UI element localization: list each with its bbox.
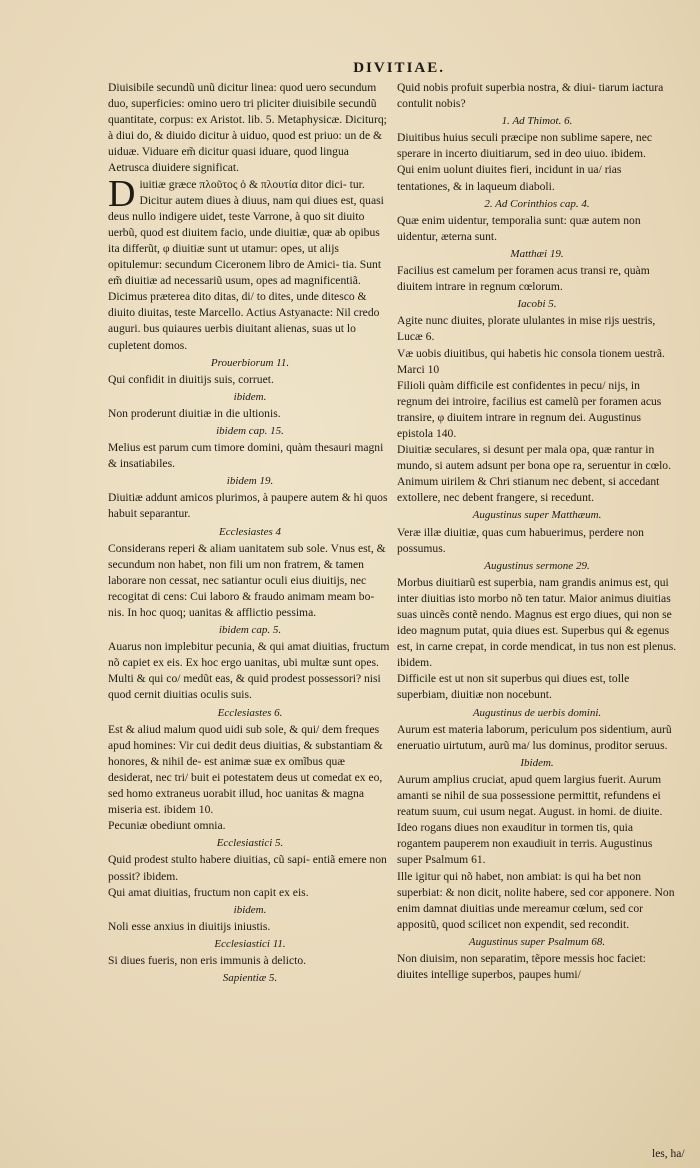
- text-paragraph: Filioli quàm difficile est confidentes in pecu/ nijs, in regnum dei introire, facilius est camelũ per foramen acus transire, φ diuitem intrare in regnum dei. Augustinus epistola 140.: [397, 378, 662, 440]
- text-paragraph: Morbus diuitiarũ est superbia, nam grandis animus est, qui inter diuitias isto morbo nõ ten tatur. Maior animus diuitias suas uincẽs contẽ nendo. Magnus est ergo diues, qui non se ideo magnum putat, quia diues est. Superbus qui & egenus est, in carne crepat, in corde mendicat, in tus non est plenus. ibidem.: [397, 575, 677, 670]
- text-paragraph: Agite nunc diuites, plorate ululantes in mise rijs uestris, Lucæ 6.: [397, 314, 656, 344]
- catchword: les, ha/: [652, 1148, 685, 1160]
- reference-line: Augustinus sermone 29.: [484, 559, 590, 572]
- left-column: [108, 80, 392, 987]
- reference-line: Ecclesiastes 4: [218, 525, 281, 538]
- reference-line: Augustinus super Psalmum 68.: [468, 935, 606, 948]
- text-paragraph: Veræ illæ diuitiæ, quas cum habuerimus, perdere non possumus.: [397, 525, 644, 555]
- reference-line: ibidem cap. 5.: [218, 624, 282, 637]
- text-paragraph: Difficile est ut non sit superbus qui diues est, tolle superbiam, diuitiæ non nocebunt.: [397, 672, 630, 702]
- text-paragraph: Non diuisim, non separatim, tẽpore messis hoc faciet: diuites intellige superbos, paupes humi/: [397, 951, 646, 982]
- text-paragraph: Qui amat diuitias, fructum non capit ex eis.: [108, 885, 309, 899]
- text-paragraph: Diuitibus huius seculi præcipe non sublime sapere, nec sperare in incerto diuitiarum, sed in deo uiuo. ibidem.: [397, 131, 653, 161]
- text-paragraph: Diuitiæ addunt amicos plurimos, à paupere autem & hi quos habuit separantur.: [108, 491, 388, 521]
- reference-line: 2. Ad Corinthios cap. 4.: [484, 197, 590, 210]
- text-paragraph: Quid prodest stulto habere diuitias, cũ sapi- entiã emere non possit? ibidem.: [108, 853, 387, 883]
- text-paragraph: Aurum est materia laborum, periculum pos sidentium, aurũ eneruatio uirtutum, aurũ ma/ lus dominus, proditor seruus.: [397, 722, 672, 752]
- reference-line: Augustinus de uerbis domini.: [472, 706, 602, 719]
- text-paragraph: Diuisibile secundũ unũ dicitur linea: quod uero secundum duo, superficies: omino uero tri pliciter diuisibile secundũ quantitate, corpus: ex Aristot. lib. 5. Metaphysicæ. Diciturq; à diui do, & diuido dicitur à uiduo, quod est priuo: un de & uiduæ. Viduare em̃ dicitur quasi iduare, quod lingua Aetrusca diuidere significat.: [108, 81, 387, 175]
- text-paragraph: Quæ enim uidentur, temporalia sunt: quæ autem non uidentur, æterna sunt.: [397, 213, 641, 243]
- reference-line: Ecclesiastici 5.: [216, 837, 284, 850]
- text-paragraph: Est & aliud malum quod uidi sub sole, & qui/ dem freques apud homines: Vir cui dedit deus diuitias, & substantiam & honores, & nihil de- est animæ suæ ex omĩbus quæ desiderat, nec tri/ buit ei potestatem deus ut comedat ex eo, sed homo extraneus uorabit illud, hoc uanitas & magna miseria est. ibidem 10.: [108, 722, 383, 817]
- text-paragraph: Diuitiæ seculares, si desunt per mala opa, quæ rantur in mundo, si autem adsunt per bona ope ra, seruentur in cœlo. Animum uirilem & Chri stianum nec debent, si accedant extollere, nec debent frangere, si recedunt.: [397, 443, 671, 505]
- reference-line: ibidem cap. 15.: [216, 424, 284, 437]
- running-head: DIVITIAE.: [353, 60, 445, 76]
- text-paragraph: Melius est parum cum timore domini, quàm thesauri magni & insatiabiles.: [108, 441, 384, 471]
- reference-line: ibidem 19.: [226, 475, 274, 488]
- reference-line: Ecclesiastes 6.: [217, 706, 283, 719]
- text-paragraph: Si diues fueris, non eris immunis à delicto.: [108, 953, 307, 967]
- reference-line: ibidem.: [233, 390, 267, 403]
- text-paragraph: Considerans reperi & aliam uanitatem sub sole. Vnus est, & secundum non habet, non fili um non fratrem, & tamen laborare non cessat, nec satiantur oculi eius diuitijs, nec recogitat di cens: Cui laboro & fraudo animam meam bo- nis. In hoc quoq; uanitas & afflictio pessima.: [108, 541, 386, 619]
- reference-line: Sapientiæ 5.: [222, 972, 278, 985]
- text-paragraph: Auarus non implebitur pecunia, & qui amat diuitias, fructum nõ capiet ex eis. Ex hoc ergo uanitas, ubi multæ sunt opes. Multi & qui co/ medũt eas, & quid prodest possessori? nisi quod cernit diuitias oculis suis.: [108, 640, 390, 702]
- text-paragraph: Non proderunt diuitiæ in die ultionis.: [108, 406, 281, 420]
- text-paragraph: Noli esse anxius in diuitijs iniustis.: [108, 919, 271, 933]
- text-paragraph: Ideo rogans diues non exauditur in tormen tis, quia rogantem pauperem non exaudiuit in terris. Augustinus super Psalmum 61.: [397, 821, 653, 867]
- reference-line: Matthæi 19.: [510, 247, 564, 260]
- reference-line: Ibidem.: [520, 756, 554, 769]
- text-paragraph: Væ uobis diuitibus, qui habetis hic consola tionem uestrã. Marci 10: [397, 346, 665, 376]
- reference-line: 1. Ad Thimot. 6.: [501, 115, 573, 128]
- reference-line: Ecclesiastici 11.: [214, 937, 286, 950]
- text-paragraph: Pecuniæ obediunt omnia.: [108, 819, 226, 833]
- reference-line: ibidem.: [233, 903, 267, 916]
- text-paragraph: Quid nobis profuit superbia nostra, & diui- tiarum iactura contulit nobis?: [397, 81, 664, 111]
- text-paragraph: Qui confidit in diuitijs suis, corruet.: [108, 372, 274, 386]
- reference-line: Prouerbiorum 11.: [210, 356, 290, 369]
- text-paragraph: Ille igitur qui nõ habet, non ambiat: is qui ha bet non superbiat: & non dicit, nolite habere, sed cor apponere. Non enim damnat diuitias unde mereamur cœlum, sed cor appositũ, quod scilicet non expendit, sed recondit.: [397, 869, 675, 931]
- right-column: [397, 80, 677, 983]
- reference-line: Augustinus super Matthæum.: [472, 509, 602, 522]
- dropcap-paragraph: Diuitiæ græce πλοῦτος ὁ & πλουτία ditor dici- tur. Dicitur autem diues à diuus, nam qui diues est, quasi deus nullo indigere uidet, teste Varrone, à quo sit diuito uerbũ, quod est diuitem facio, unde diuitiæ, quæ ab opibus ita differũt, φ diuitiæ sunt ut utamur: opes, ut alijs opitulemur: secundum Ciceronem libro de Amici- tia. Sunt em̃ diuitiæ ad necessariũ usum, opes ad magnificentiã. Dicimus præterea dito ditas, di/ to dites, unde ditesco & diuito diuitas, teste Marcello. Actius Astyanacte: Nil credo auguri. bus quiaures uerbis diuitant alienas, suas ut lo cupletent domos.: [108, 172, 384, 352]
- text-paragraph: Aurum amplius cruciat, apud quem largius fuerit. Aurum amanti se nihil de sua possessione permittit, refundens ei reatum suum, cui usum negat. August. in homi. de diuite.: [397, 772, 663, 819]
- text-paragraph: Qui enim uolunt diuites fieri, incidunt in ua/ rias tentationes, & in laqueum diaboli.: [397, 163, 622, 193]
- text-paragraph: Facilius est camelum per foramen acus transi re, quàm diuitem intrare in regnum cœlorum.: [397, 264, 650, 294]
- reference-line: Iacobi 5.: [517, 298, 557, 311]
